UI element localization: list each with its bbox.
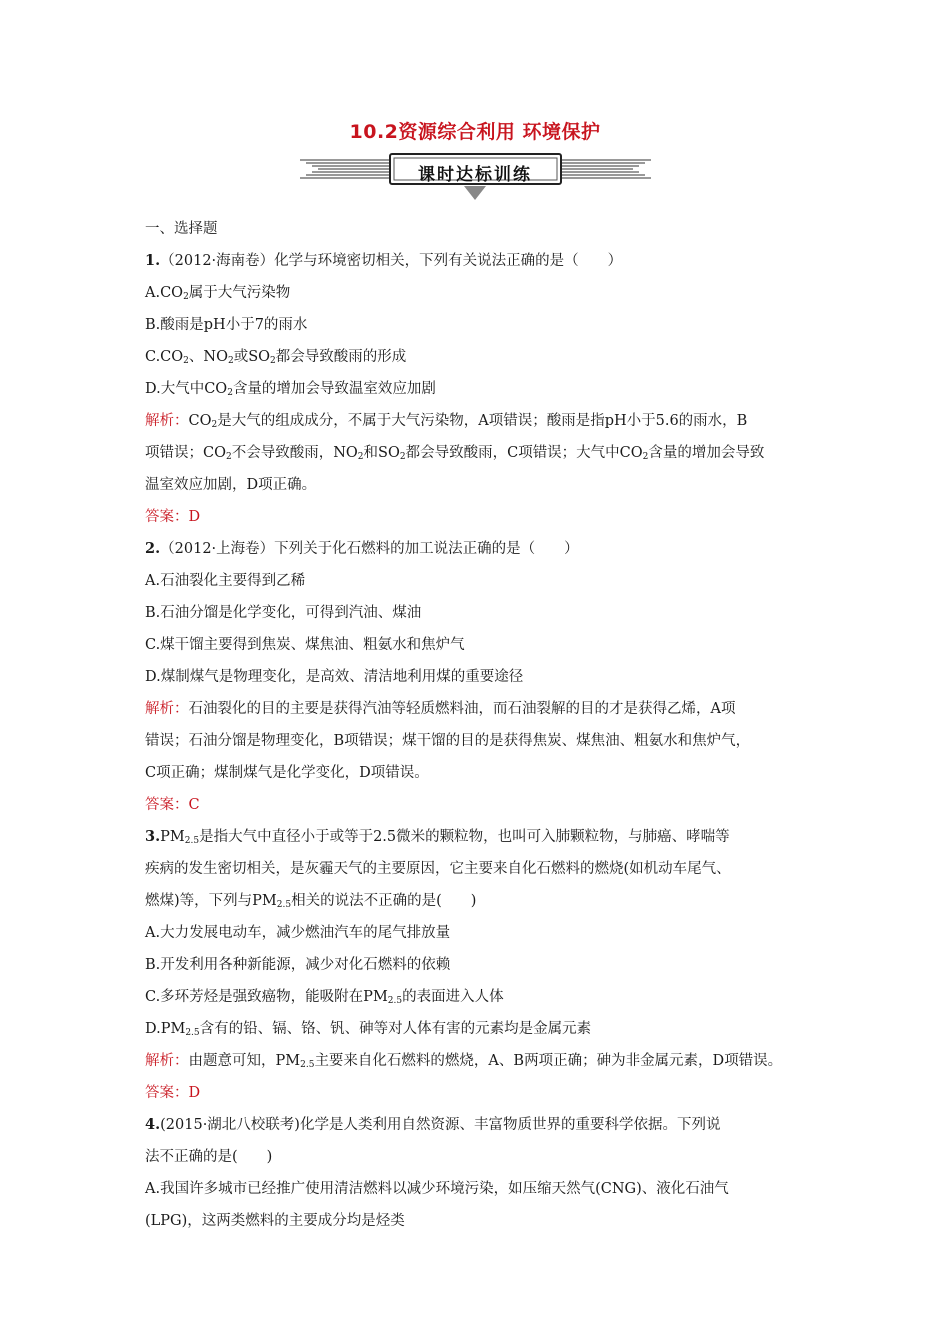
question-3-stem-line-2: 疾病的发生密切相关，是灰霾天气的主要原因，它主要来自化石燃料的燃烧(如机动车尾气、 [145, 861, 731, 877]
question-3-answer: 答案：D [145, 1085, 201, 1101]
question-2-option-d: D.煤制煤气是物理变化，是高效、清洁地利用煤的重要途径 [145, 669, 524, 685]
question-3-option-d: $D.PM_{2.5}$含有的铅、镉、铬、钒、砷等对人体有害的元素均是金属元素 [145, 1021, 592, 1038]
page-title: 10.2资源综合利用 环境保护 [349, 121, 601, 143]
section-heading: 一、选择题 [145, 221, 218, 237]
question-3-stem: $3.PM_{2.5}$是指大气中直径小于或等于2.5微米的颗粒物，也叫可入肺颗粒物，与肺癌、哮喘等 [145, 828, 730, 846]
question-1-explanation-line-3: 温室效应加剧，D项正确。 [145, 477, 317, 493]
question-2-explanation-line-2: 错误；石油分馏是物理变化，B项错误；煤干馏的目的是获得焦炭、煤焦油、粗氨水和焦炉气， [145, 733, 751, 749]
question-1-explanation-line-2: 项错误；$CO_2$不会导致酸雨，$NO_2$和$SO_2$都会导致酸雨，C项错误；大气中$CO_2$含量的增加会导致 [145, 445, 765, 462]
question-1-option-d: D.大气中$CO_2$含量的增加会导致温室效应加剧 [145, 381, 436, 398]
question-1-explanation: 解析：$CO_2$是大气的组成成分，不属于大气污染物，A项错误；酸雨是指pH小于5.6的雨水，B [145, 413, 748, 430]
explanation-label: 解析 [145, 413, 174, 429]
question-3-option-c: C.多环芳烃是强致癌物，能吸附在$PM_{2.5}$的表面进入人体 [145, 989, 504, 1006]
question-2-answer: 答案：C [145, 797, 200, 813]
question-1-option-c: $C.CO_2$、$NO_2$或$SO_2$都会导致酸雨的形成 [145, 349, 407, 366]
question-4-stem-line-2: 法不正确的是( ) [145, 1149, 273, 1165]
question-4-option-a: A.我国许多城市已经推广使用清洁燃料以减少环境污染，如压缩天然气(CNG)、液化石油气 [145, 1181, 729, 1197]
question-2-option-a: A.石油裂化主要得到乙稀 [145, 573, 306, 589]
question-1-stem: 1.（2012·海南卷）化学与环境密切相关，下列有关说法正确的是（ ） [145, 252, 623, 269]
explanation-label: 解析 [145, 701, 174, 717]
question-2-explanation-line-3: C项正确；煤制煤气是化学变化，D项错误。 [145, 765, 429, 781]
question-3-option-a: A.大力发展电动车，减少燃油汽车的尾气排放量 [145, 925, 451, 941]
question-2-option-b: B.石油分馏是化学变化，可得到汽油、煤油 [145, 605, 422, 621]
question-2-option-c: C.煤干馏主要得到焦炭、煤焦油、粗氨水和焦炉气 [145, 637, 465, 653]
question-2-explanation: 解析：石油裂化的目的主要是获得汽油等轻质燃料油，而石油裂解的目的才是获得乙烯，A项 [145, 701, 736, 717]
question-3-explanation: 解析：由题意可知，$PM_{2.5}$主要来自化石燃料的燃烧，A、B两项正确；砷为非金属元素，D项错误。 [145, 1053, 783, 1070]
section-banner-label: 课时达标训练 [418, 165, 532, 185]
question-3-stem-line-3: 燃煤)等，下列与$PM_{2.5}$相关的说法不正确的是( ) [145, 893, 477, 910]
question-1-answer: 答案：D [145, 509, 201, 525]
question-4-option-a-line-2: (LPG)，这两类燃料的主要成分均是烃类 [145, 1213, 405, 1229]
question-2-stem: 2.（2012·上海卷）下列关于化石燃料的加工说法正确的是（ ） [145, 540, 579, 557]
question-4-stem: 4.(2015·湖北八校联考)化学是人类利用自然资源、丰富物质世界的重要科学依据。下列说 [145, 1116, 721, 1133]
question-3-option-b: B.开发利用各种新能源，减少对化石燃料的依赖 [145, 957, 451, 973]
question-1-option-b: B.酸雨是pH小于7的雨水 [145, 317, 308, 333]
document-body [145, 213, 825, 1237]
question-1-option-a: $A.CO_2$属于大气污染物 [145, 285, 291, 302]
explanation-label: 解析 [145, 1053, 174, 1069]
